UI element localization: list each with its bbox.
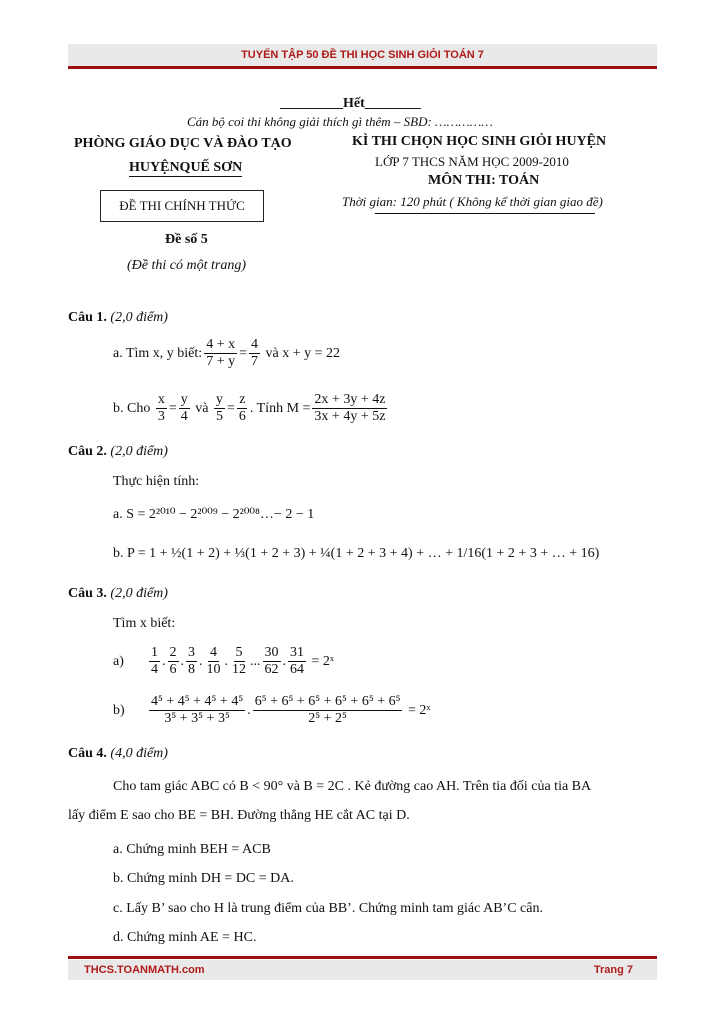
- q4-title: Câu 4. (4,0 điểm): [68, 746, 168, 761]
- exam-subject: MÔN THI: TOÁN: [428, 173, 540, 188]
- exam-grade: LỚP 7 THCS NĂM HỌC 2009-2010: [375, 154, 569, 169]
- q1-part-a: a. Tìm x, y biết: $\frac{4 + x}{7 + y}$ = $\frac{4}{7}$ và x + y = 22: [113, 337, 341, 369]
- end-marker: _________Hết________: [280, 96, 421, 111]
- exam-number: Đề số 5: [165, 232, 208, 247]
- district: HUYỆNQUẾ SƠN: [129, 160, 243, 175]
- q4-part-c: c. Lấy B’ sao cho H là trung điểm của BB’. Chứng minh tam giác AB’C cân.: [113, 901, 543, 916]
- q3-title: Câu 3. (2,0 điểm): [68, 586, 168, 601]
- q4-paragraph-1: Cho tam giác ABC có B < 90° và B = 2C . Kẻ đường cao AH. Trên tia đối của tia BA: [113, 779, 592, 794]
- q1-part-b: b. Cho $\frac{x}{3}$ = $\frac{y}{4}$ và $\frac{y}{5}$ = $\frac{z}{6}$ . Tính M = $\frac{2x + 3y + 4z}{3x + 4y + 5z}$: [113, 392, 386, 424]
- header-divider: [68, 66, 657, 69]
- exam-title: KÌ THI CHỌN HỌC SINH GIỎI HUYỆN: [352, 134, 607, 149]
- official-box: ĐỀ THI CHÍNH THỨC: [100, 190, 264, 222]
- q3-intro: Tìm x biết:: [113, 616, 176, 631]
- page-header: TUYỂN TẬP 50 ĐỀ THI HỌC SINH GIỎI TOÁN 7: [68, 44, 657, 66]
- q4-part-a: a. Chứng minh BEH = ACB: [113, 842, 271, 857]
- department: PHÒNG GIÁO DỤC VÀ ĐÀO TẠO: [74, 136, 292, 151]
- end-note: Cán bộ coi thi không giải thích gì thêm – SBD: ……………: [187, 114, 493, 129]
- footer-page-number: Trang 7: [593, 964, 633, 976]
- q4-part-d: d. Chứng minh AE = HC.: [113, 930, 257, 945]
- q4-part-b: b. Chứng minh DH = DC = DA.: [113, 871, 294, 886]
- q1-title: Câu 1. (2,0 điểm): [68, 310, 168, 325]
- exam-time: Thời gian: 120 phút ( Không kể thời gian giao đề): [342, 194, 603, 209]
- q2-title: Câu 2. (2,0 điểm): [68, 444, 168, 459]
- time-underline: [375, 213, 595, 214]
- page-footer: [68, 960, 657, 980]
- q4-paragraph-2: lấy điểm E sao cho BE = BH. Đường thẳng HE cắt AC tại D.: [68, 808, 410, 823]
- page-note: (Đề thi có một trang): [127, 258, 246, 273]
- footer-divider: [68, 956, 657, 959]
- q3-part-b: b) $\frac{\text{4⁵ + 4⁵ + 4⁵ + 4⁵}}{\text{3⁵ + 3⁵ + 3⁵}}$ . $\frac{\text{6⁵ + 6⁵ + 6⁵ + 6⁵ + 6⁵ + 6⁵}}{\text{2⁵ + 2⁵}}$ = 2ˣ: [113, 694, 431, 726]
- q2-part-b: b. P = 1 + ½(1 + 2) + ⅓(1 + 2 + 3) + ¼(1 + 2 + 3 + 4) + … + 1/16(1 + 2 + 3 + … + 16): [113, 546, 600, 561]
- q2-part-a: a. S = 2²⁰¹⁰ − 2²⁰⁰⁹ − 2²⁰⁰⁸…− 2 − 1: [113, 506, 315, 522]
- q3-part-a: a) $\frac{1}{4}$ . $\frac{2}{6}$ . $\frac{3}{8}$ . $\frac{4}{10}$ . $\frac{5}{12}$ ... $\frac{30}{62}$ . $\frac{31}{64}$ = 2ˣ: [113, 645, 334, 677]
- footer-site-link[interactable]: THCS.TOANMATH.com: [84, 964, 205, 976]
- q2-intro: Thực hiện tính:: [113, 474, 200, 489]
